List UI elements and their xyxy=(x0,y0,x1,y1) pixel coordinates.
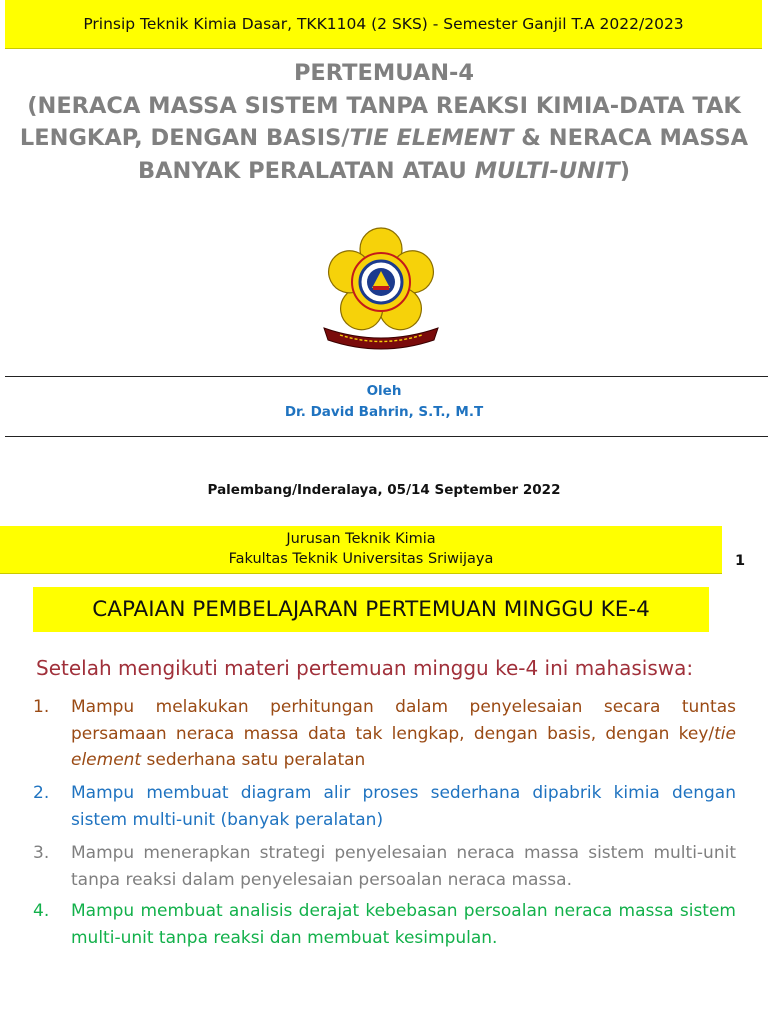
list-text-part-b: sederhana satu peralatan xyxy=(141,750,366,770)
author-name: Dr. David Bahrin, S.T., M.T xyxy=(284,404,484,420)
title-line-1: PERTEMUAN-4 xyxy=(293,60,475,86)
list-item-2 xyxy=(33,780,736,833)
list-item-1 xyxy=(33,694,736,774)
university-logo-icon xyxy=(318,224,444,354)
divider-line-top xyxy=(5,376,768,377)
title-line-3 xyxy=(0,122,768,155)
slide2-title: CAPAIAN PEMBELAJARAN PERTEMUAN MINGGU KE-4 xyxy=(33,587,709,632)
footer-department: Jurusan Teknik Kimia xyxy=(286,531,436,547)
intro-text: Setelah mengikuti materi pertemuan minggu ke-4 ini mahasiswa: xyxy=(36,656,694,680)
list-text-part-a: Mampu melakukan perhitungan dalam penyelesaian secara tuntas persamaan neraca massa data tak lengkap, dengan basis, dengan key/ xyxy=(71,697,736,744)
title-line-3-part-b: & NERACA MASSA xyxy=(513,125,749,151)
author-label: Oleh xyxy=(366,383,402,399)
list-text-italic: tie element xyxy=(71,723,736,770)
list-number: 1. xyxy=(33,697,50,717)
list-text xyxy=(71,694,736,774)
title-line-4 xyxy=(0,155,768,188)
title-line-4-part-b: ) xyxy=(619,157,631,184)
footer-banner xyxy=(0,526,722,574)
list-item-3 xyxy=(33,840,736,893)
slide-title xyxy=(0,57,768,187)
list-text: Mampu menerapkan strategi penyelesaian neraca massa sistem multi-unit tanpa reaksi dalam penyelesaian persoalan neraca massa. xyxy=(71,843,736,890)
title-line-2: (NERACA MASSA SISTEM TANPA REAKSI KIMIA-DATA TAK xyxy=(27,92,741,119)
title-line-3-italic: TIE ELEMENT xyxy=(349,125,514,151)
footer-faculty: Fakultas Teknik Universitas Sriwijaya xyxy=(228,551,494,567)
title-line-3-part-a: LENGKAP, DENGAN BASIS/ xyxy=(19,125,350,151)
list-text: Mampu membuat analisis derajat kebebasan persoalan neraca massa sistem multi-unit tanpa reaksi dan membuat kesimpulan. xyxy=(71,901,736,948)
list-number: 2. xyxy=(33,783,50,803)
divider-line-bottom xyxy=(5,436,768,437)
page-number: 1 xyxy=(735,553,746,569)
list-item-4 xyxy=(33,898,736,951)
place-date: Palembang/Inderalaya, 05/14 September 2022 xyxy=(207,482,561,498)
list-number: 4. xyxy=(33,901,50,921)
title-line-4-italic: MULTI-UNIT xyxy=(474,157,620,184)
list-text: Mampu membuat diagram alir proses sederhana dipabrik kimia dengan sistem multi-unit (banyak peralatan) xyxy=(71,783,736,830)
list-number: 3. xyxy=(33,843,50,863)
header-banner: Prinsip Teknik Kimia Dasar, TKK1104 (2 SKS) - Semester Ganjil T.A 2022/2023 xyxy=(5,0,762,49)
title-line-4-part-a: BANYAK PERALATAN ATAU xyxy=(137,157,475,184)
author-block xyxy=(0,381,768,423)
